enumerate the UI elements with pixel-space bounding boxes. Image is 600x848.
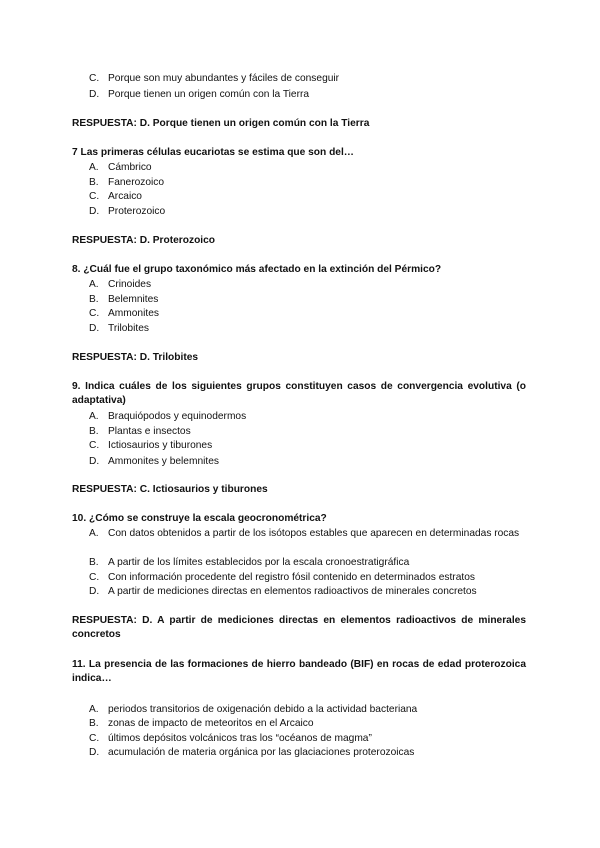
option-text: acumulación de materia orgánica por las glaciaciones proterozoicas (108, 747, 415, 758)
option-text: Porque tienen un origen común con la Tierra (108, 89, 310, 100)
answer-prev: RESPUESTA: D. Porque tienen un origen común con la Tierra (72, 118, 370, 129)
option-9a (89, 410, 246, 423)
option-text: Crinoides (108, 279, 152, 290)
option-text: Ammonites y belemnites (108, 456, 219, 467)
option-text: zonas de impacto de meteoritos en el Arcaico (108, 718, 314, 729)
option-prev-d (89, 88, 309, 101)
option-text: Cámbrico (108, 162, 152, 173)
option-text: Ammonites (108, 308, 159, 319)
option-letter: D. (89, 747, 100, 758)
option-letter: B. (89, 718, 99, 729)
option-text: Plantas e insectos (108, 426, 191, 437)
option-text: últimos depósitos volcánicos tras los “océanos de magma” (108, 733, 372, 744)
option-letter: B. (89, 426, 99, 437)
option-text: Proterozoico (108, 206, 166, 217)
option-letter: A. (89, 279, 99, 290)
option-letter: A. (89, 162, 99, 173)
answer-7: RESPUESTA: D. Proterozoico (72, 235, 216, 246)
option-11c (89, 732, 372, 745)
option-text: Arcaico (108, 191, 142, 202)
option-letter: D. (89, 323, 100, 334)
option-7d (89, 205, 165, 218)
answer-8: RESPUESTA: D. Trilobites (72, 352, 199, 363)
option-10c (89, 571, 475, 584)
question-8: 8. ¿Cuál fue el grupo taxonómico más afectado en la extinción del Pérmico? (72, 264, 442, 275)
question-11: 11. La presencia de las formaciones de hierro bandeado (BIF) en rocas de edad proterozoica indica… (72, 659, 526, 684)
option-letter: B. (89, 177, 99, 188)
answer-9: RESPUESTA: C. Ictiosaurios y tiburones (72, 484, 268, 495)
option-letter: D. (89, 89, 100, 100)
option-letter: A. (89, 411, 99, 422)
option-text: Porque son muy abundantes y fáciles de conseguir (108, 73, 340, 84)
option-letter: C. (89, 572, 100, 583)
option-11a (89, 703, 417, 716)
option-8d (89, 322, 149, 335)
option-9b (89, 425, 191, 438)
answer-10: RESPUESTA: D. A partir de mediciones directas en elementos radioactivos de minerales concretos (72, 615, 526, 640)
option-letter: D. (89, 206, 100, 217)
option-7c (89, 190, 142, 203)
option-letter: C. (89, 73, 100, 84)
option-7a (89, 161, 152, 174)
option-10d (89, 585, 477, 598)
option-letter: B. (89, 557, 99, 568)
option-8b (89, 293, 158, 306)
option-letter: C. (89, 733, 100, 744)
option-text: Belemnites (108, 294, 159, 305)
option-text: Braquiópodos y equinodermos (108, 411, 247, 422)
option-9d (89, 455, 219, 468)
option-letter: C. (89, 440, 100, 451)
question-9: 9. Indica cuáles de los siguientes grupos constituyen casos de convergencia evolutiva (o adaptativa) (72, 381, 526, 406)
option-letter: A. (89, 528, 99, 539)
option-letter: B. (89, 294, 99, 305)
option-text: A partir de mediciones directas en elementos radioactivos de minerales concretos (108, 586, 477, 597)
option-letter: C. (89, 308, 100, 319)
option-8a (89, 278, 151, 291)
option-11d (89, 746, 414, 759)
option-text: Trilobites (108, 323, 149, 334)
option-8c (89, 307, 159, 320)
option-text: Con datos obtenidos a partir de los isótopos estables que aparecen en determinadas rocas (108, 528, 520, 539)
option-text: Con información procedente del registro fósil contenido en determinados estratos (108, 572, 475, 583)
option-10b (89, 556, 409, 569)
option-text: Ictiosaurios y tiburones (108, 440, 213, 451)
option-text: periodos transitorios de oxigenación debido a la actividad bacteriana (108, 704, 418, 715)
question-7: 7 Las primeras células eucariotas se estima que son del… (72, 147, 354, 158)
option-letter: C. (89, 191, 100, 202)
option-7b (89, 176, 164, 189)
question-10: 10. ¿Cómo se construye la escala geocronométrica? (72, 513, 327, 524)
option-9c (89, 439, 212, 452)
option-letter: D. (89, 586, 100, 597)
option-text: A partir de los límites establecidos por la escala cronoestratigráfica (108, 557, 410, 568)
option-10a (89, 527, 525, 540)
option-text: Fanerozoico (108, 177, 165, 188)
option-letter: D. (89, 456, 100, 467)
option-prev-c (89, 72, 339, 85)
option-11b (89, 717, 314, 730)
option-letter: A. (89, 704, 99, 715)
